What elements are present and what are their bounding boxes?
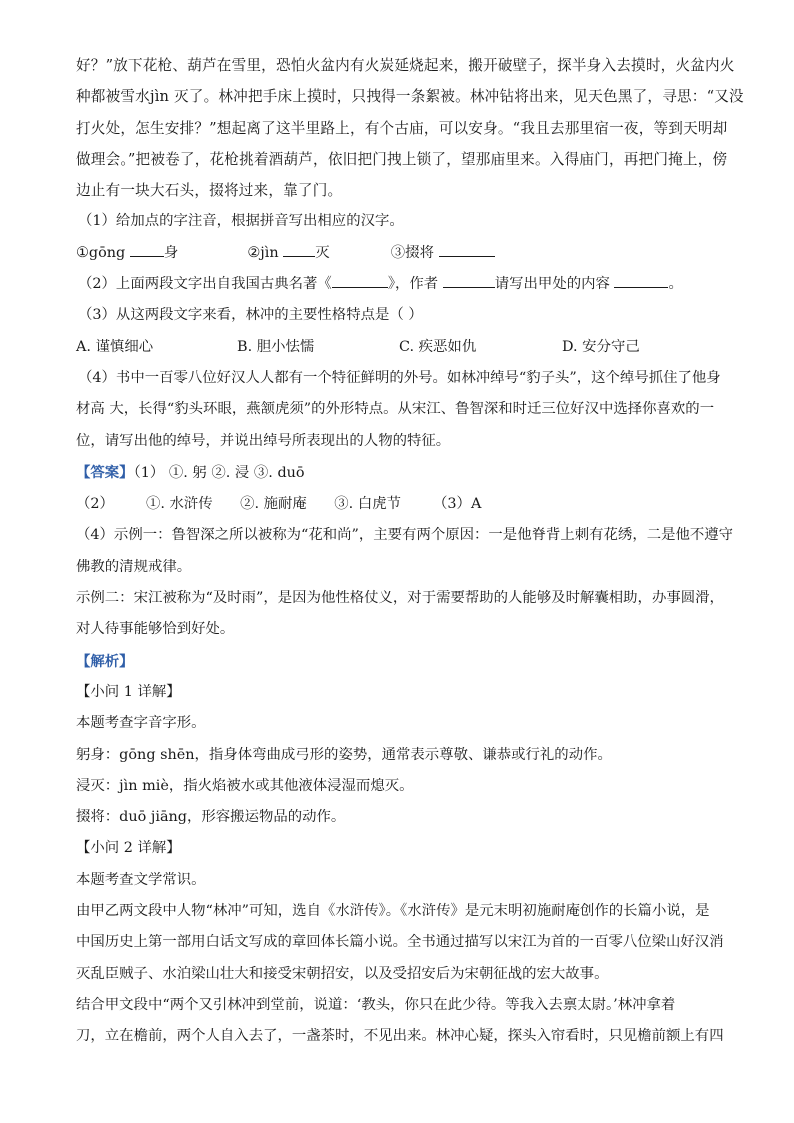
q1-item3-blank[interactable]: [439, 240, 495, 257]
analysis-line: 结合甲文段中“两个又引林冲到堂前，说道：‘教头，你只在此少待。等我入去禀太尉。’林冲拿着: [76, 996, 676, 1013]
option-c[interactable]: C. 疾恶如仇: [399, 338, 477, 355]
passage-line: 做理会。”把被卷了，花枪挑着酒葫芦，依旧把门拽上锁了，望那庙里来。入得庙门，再把门掩上，傍: [76, 150, 728, 168]
q1-item2-char: 灭: [315, 244, 330, 261]
q2-author-blank[interactable]: [443, 271, 495, 288]
q2-content-blank[interactable]: [614, 271, 668, 288]
analysis-line: 刀，立在檐前，两个人自入去了，一盏茶时，不见出来。林冲心疑，探头入帘看时，只见檐前额上有四: [76, 1028, 724, 1045]
answer-line-2: （2） ①. 水浒传 ②. 施耐庵 ③. 白虎节 （3）A: [76, 496, 482, 513]
q1-item1-blank[interactable]: [130, 240, 164, 257]
answer-line-4: 佛教的清规戒律。: [76, 558, 192, 575]
option-a[interactable]: A. 谨慎细心: [76, 338, 154, 355]
analysis-label: 【解析】: [76, 652, 134, 670]
passage-line: 种都被雪水jìn 灭了。林冲把手床上摸时，只拽得一条絮被。林冲钻将出来，见天色黑了，寻思：“又没: [76, 88, 744, 106]
question-4-line: 位，请写出他的绰号，并说出绰号所表现出的人物的特征。: [76, 432, 451, 449]
answer-line-1: [76, 457, 736, 489]
question-3-options: [76, 332, 736, 363]
q1-item3-word: ③掇将: [390, 244, 439, 261]
q1-item2-pinyin: ②jìn: [247, 244, 284, 261]
answer-line-6: 对人待事能够恰到好处。: [76, 621, 235, 638]
analysis-line: 躬身：gōng shēn，指身体弯曲成弓形的姿势，通常表示尊敬、谦恭或行礼的动作。: [76, 746, 612, 763]
passage-line: 边止有一块大石头，掇将过来，靠了门。: [76, 182, 343, 200]
analysis-line: 本题考查文学常识。: [76, 871, 206, 888]
q2-text-3: 请写出甲处的内容: [494, 276, 615, 293]
analysis-line: 灭乱臣贼子、水泊梁山壮大和接受宋朝招安，以及受招安后为宋朝征战的宏大故事。: [76, 965, 609, 982]
analysis-line: 本题考查字音字形。: [76, 715, 206, 732]
question-3: （3）从这两段文字来看，林冲的主要性格特点是（ ）: [78, 307, 423, 324]
q2-text-2: 》，作者: [387, 276, 443, 293]
analysis-line: 由甲乙两文段中人物“林冲”可知，选自《水浒传》。《水浒传》是元末明初施耐庵创作的长篇小说，是: [76, 903, 710, 920]
question-2: [76, 269, 736, 300]
analysis-line: 浸灭：jìn miè，指火焰被水或其他液体浸湿而熄灭。: [76, 777, 414, 794]
document-page: [76, 50, 744, 1053]
subquestion-1-heading: 【小问 1 详解】: [76, 683, 181, 700]
q2-text-4: 。: [668, 276, 683, 293]
passage-line: 打火处，怎生安排？”想起离了这半里路上，有个古庙，可以安身。“我且去那里宿一夜，等到天明却: [76, 119, 728, 137]
q2-text-1: （2）上面两段文字出自我国古典名著《: [78, 276, 332, 293]
passage-line: 好？”放下花枪、葫芦在雪里，恐怕火盆内有火炭延烧起来，搬开破壁子，探半身入去摸时，火盆内火: [76, 57, 735, 74]
q1-item1-pinyin: ①gōng: [76, 244, 130, 261]
question-4-line: （4）书中一百零八位好汉人人都有一个特征鲜明的外号。如林冲绰号“豹子头”，这个绰号抓住了他身: [78, 369, 721, 386]
q2-book-blank[interactable]: [332, 271, 388, 288]
question-1-items: [76, 238, 736, 269]
answer-line-3: （4）示例一：鲁智深之所以被称为“花和尚”，主要有两个原因：一是他脊背上刺有花绣，二是他不遵守: [76, 527, 734, 544]
option-b[interactable]: B. 胆小怯懦: [237, 338, 315, 355]
analysis-line: 中国历史上第一部用白话文写成的章回体长篇小说。全书通过描写以宋江为首的一百零八位梁山好汉消: [76, 934, 724, 951]
answer-line-5: 示例二：宋江被称为“及时雨”，是因为他性格仗义，对于需要帮助的人能够及时解囊相助，办事圆滑，: [76, 590, 724, 607]
question-4-line: 材高 大，长得“豹头环眼，燕颔虎须”的外形特点。从宋江、鲁智深和时迁三位好汉中选择你喜欢的一: [76, 401, 715, 418]
subquestion-2-heading: 【小问 2 详解】: [76, 840, 181, 857]
analysis-line: 掇将：duō jiāng，形容搬运物品的动作。: [76, 809, 346, 826]
question-1: （1）给加点的字注音，根据拼音写出相应的汉字。: [78, 213, 404, 230]
answer-label: 【答案】: [76, 463, 134, 481]
option-d[interactable]: D. 安分守己: [562, 338, 640, 355]
answer-text: （1） ①. 躬 ②. 浸 ③. duō: [133, 464, 305, 481]
q1-item1-char: 身: [163, 244, 179, 261]
q1-item2-blank[interactable]: [283, 240, 315, 257]
